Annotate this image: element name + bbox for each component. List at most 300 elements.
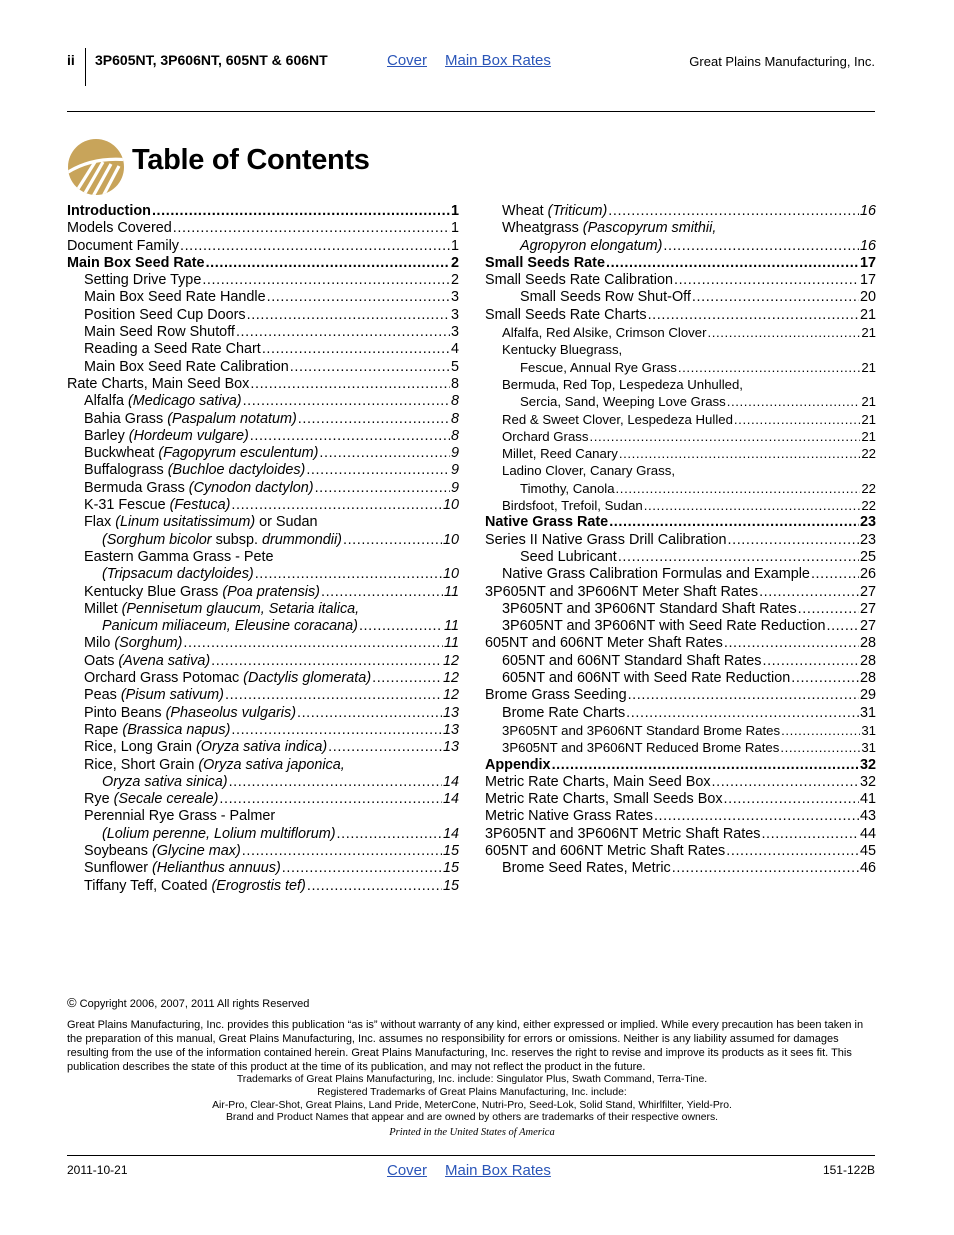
toc-entry-title — [502, 722, 780, 739]
toc-page-number[interactable]: 14 — [442, 773, 459, 790]
toc-entry-title — [84, 601, 359, 617]
toc-entry-scientific-name: (Pisum sativum) — [120, 687, 224, 704]
toc-entry-title — [84, 635, 182, 652]
toc-entry[interactable] — [67, 653, 459, 670]
toc-entry-title — [520, 480, 615, 497]
toc-dot-leader — [674, 272, 859, 289]
toc-entry[interactable] — [485, 324, 876, 341]
toc-dot-leader — [372, 670, 442, 687]
toc-dot-leader — [761, 826, 859, 843]
toc-entry[interactable] — [485, 549, 876, 566]
toc-entry[interactable] — [67, 739, 459, 756]
toc-entry[interactable] — [485, 428, 876, 445]
copyright-block — [67, 995, 877, 1140]
toc-entry-title — [520, 549, 617, 566]
toc-entry[interactable] — [485, 601, 876, 618]
toc-entry-text: Orchard Grass — [502, 428, 589, 444]
toc-page-number[interactable]: 11 — [444, 635, 459, 652]
toc-page-number[interactable]: 9 — [450, 445, 459, 462]
toc-entry[interactable] — [67, 341, 459, 358]
toc-entry[interactable] — [485, 359, 876, 376]
toc-page-number[interactable]: 28 — [859, 670, 876, 687]
toc-dot-leader — [727, 393, 861, 410]
toc-entry-title — [502, 324, 706, 341]
toc-entry-text: 3P605NT and 3P606NT Metric Shaft Rates — [485, 825, 761, 842]
toc-entry-text: Flax — [84, 514, 116, 531]
toc-entry-text: Sunflower — [84, 860, 152, 877]
toc-page-number[interactable]: 12 — [442, 687, 459, 704]
toc-dot-leader — [672, 860, 859, 877]
toc-entry-text: Tiffany Teff, Coated — [84, 877, 212, 894]
toc-page-number[interactable]: 27 — [859, 618, 876, 635]
toc-page-number[interactable]: 13 — [442, 739, 459, 756]
toc-entry[interactable] — [485, 238, 876, 255]
toc-page-number[interactable]: 44 — [859, 825, 876, 842]
toc-dot-leader — [726, 843, 859, 860]
toc-dot-leader — [321, 584, 443, 601]
toc-page-number[interactable]: 16 — [859, 203, 876, 219]
toc-entry[interactable] — [67, 255, 459, 272]
toc-entry[interactable] — [67, 635, 459, 652]
toc-page-number[interactable]: 16 — [859, 237, 876, 254]
toc-entry-text: Fescue, Annual Rye Grass — [520, 359, 677, 375]
toc-entry-scientific-name: (Sorghum bicolor — [102, 531, 212, 548]
toc-entry[interactable] — [67, 376, 459, 393]
toc-page-number[interactable]: 21 — [861, 411, 876, 427]
toc-entry-title — [485, 757, 551, 774]
toc-page-number[interactable]: 43 — [859, 808, 876, 825]
toc-entry-title — [84, 791, 218, 808]
toc-page-number[interactable]: 32 — [859, 756, 876, 773]
toc-entry-title — [84, 843, 241, 860]
toc-entry-title — [502, 497, 643, 514]
toc-entry-title — [485, 826, 760, 843]
toc-page-number[interactable]: 17 — [859, 272, 876, 289]
toc-entry-title — [84, 272, 201, 289]
toc-page-number[interactable]: 9 — [450, 479, 459, 496]
toc-page-number[interactable]: 2 — [450, 272, 459, 289]
toc-entry[interactable] — [67, 497, 459, 514]
toc-dot-leader — [678, 359, 860, 376]
toc-entry[interactable] — [485, 289, 876, 306]
toc-entry-text: K-31 Fescue — [84, 497, 170, 514]
toc-entry-title — [84, 393, 242, 410]
toc-entry[interactable] — [485, 445, 876, 462]
toc-page-number[interactable]: 14 — [442, 825, 459, 842]
toc-entry[interactable] — [67, 307, 459, 324]
toc-entry-heading — [485, 220, 876, 237]
toc-page-number[interactable]: 8 — [450, 375, 459, 392]
toc-entry[interactable] — [67, 791, 459, 808]
toc-entry-text: Wheat — [502, 203, 548, 219]
disclaimer-text: Great Plains Manufacturing, Inc. provides this publication “as is” without warranty of any kind, either expressed or implied. While every precaution has been taken in the preparation of this manual, Great Plains Manufacturing, Inc. assumes no responsibility for errors or omissions. Neither is any liability assumed for damages resulting from the use of the information contained herein. Great Plains Manufacturing, Inc. reserves the right to revise and improve its products as it sees fit. This publication describes the state of this product at the time of its publication, and may not reflect the product in the future. — [67, 1019, 864, 1073]
toc-entry-scientific-name: (Dactylis glomerata) — [243, 670, 372, 687]
toc-page-number[interactable]: 23 — [859, 514, 876, 531]
toc-page-number[interactable]: 17 — [859, 254, 876, 271]
toc-entry-text: Brome Grass Seeding — [485, 687, 627, 704]
toc-page-number[interactable]: 22 — [861, 446, 876, 462]
toc-page-number[interactable]: 1 — [450, 237, 459, 254]
toc-entry-text: Pinto Beans — [84, 704, 166, 721]
toc-entry[interactable] — [485, 860, 876, 877]
toc-entry-text: 3P605NT and 3P606NT Reduced Brome Rates — [502, 740, 780, 756]
toc-entry-title — [502, 445, 618, 462]
toc-entry-text: 3P605NT and 3P606NT Standard Brome Rates — [502, 722, 781, 738]
toc-entry-text: Series II Native Grass Drill Calibration — [485, 531, 727, 548]
toc-page-number[interactable]: 13 — [442, 721, 459, 738]
toc-dot-leader — [692, 289, 859, 306]
toc-page-number[interactable]: 8 — [450, 410, 459, 427]
toc-dot-leader — [609, 514, 859, 531]
toc-page-number[interactable]: 15 — [442, 842, 459, 859]
toc-entry[interactable] — [485, 653, 876, 670]
toc-entry-heading — [485, 462, 876, 479]
toc-dot-leader — [250, 376, 450, 393]
toc-entry-text: Millet — [84, 600, 122, 617]
toc-entry-text: Brome Seed Rates, Metric — [502, 860, 671, 877]
toc-entry-title — [502, 618, 825, 635]
toc-entry-scientific-name: (Sorghum) — [114, 635, 183, 652]
toc-page-number[interactable]: 28 — [859, 652, 876, 669]
toc-entry-title — [520, 238, 662, 255]
page-number: ii — [67, 52, 75, 68]
toc-page-number[interactable]: 5 — [450, 358, 459, 375]
toc-page-number[interactable]: 8 — [450, 393, 459, 410]
copyright-text: Copyright 2006, 2007, 2011 All rights Reserved — [79, 998, 310, 1010]
toc-entry[interactable] — [485, 411, 876, 428]
toc-dot-leader — [712, 774, 859, 791]
toc-page-number[interactable]: 21 — [859, 306, 876, 323]
toc-entry[interactable] — [67, 826, 459, 843]
toc-page-number[interactable]: 23 — [859, 531, 876, 548]
toc-page-number[interactable]: 29 — [859, 687, 876, 704]
toc-entry-text: Rye — [84, 791, 114, 808]
toc-entry[interactable] — [485, 791, 876, 808]
toc-entry[interactable] — [485, 272, 876, 289]
toc-entry[interactable] — [485, 255, 876, 272]
toc-page-number[interactable]: 3 — [450, 289, 459, 306]
toc-entry[interactable] — [485, 393, 876, 410]
toc-page-number[interactable]: 12 — [442, 670, 459, 687]
toc-entry[interactable] — [67, 393, 459, 410]
toc-entry-text: Alfalfa — [84, 393, 128, 410]
toc-entry[interactable] — [485, 843, 876, 860]
registered-trademarks-list: Air-Pro, Clear-Shot, Great Plains, Land Pride, MeterCone, Nutri-Pro, Seed-Lok, Solid Stand, Whirlfilter, Yield-Pro. — [212, 1099, 732, 1111]
toc-dot-leader — [206, 255, 450, 272]
toc-entry[interactable] — [67, 843, 459, 860]
toc-entry[interactable] — [485, 687, 876, 704]
toc-dot-leader — [552, 757, 859, 774]
toc-page-number[interactable]: 45 — [859, 842, 876, 859]
toc-entry-text: Brome Rate Charts — [502, 704, 626, 721]
toc-entry-title — [84, 324, 235, 341]
printed-in-text: Printed in the United States of America — [389, 1127, 555, 1139]
toc-entry[interactable] — [485, 635, 876, 652]
toc-page-number[interactable]: 22 — [861, 480, 876, 496]
toc-dot-leader — [202, 272, 450, 289]
toc-entry[interactable] — [485, 307, 876, 324]
toc-page-number[interactable]: 21 — [861, 359, 876, 375]
toc-dot-leader — [628, 687, 859, 704]
toc-entry-title — [502, 670, 790, 687]
toc-entry-title — [520, 393, 726, 410]
toc-entry-text: Main Box Seed Rate Calibration — [84, 358, 289, 375]
toc-dot-leader — [337, 826, 442, 843]
toc-entry-title — [84, 757, 345, 773]
toc-page-number[interactable]: 3 — [450, 306, 459, 323]
toc-entry-text: Small Seeds Rate Charts — [485, 306, 647, 323]
toc-entry-text: Setting Drive Type — [84, 272, 202, 289]
toc-dot-leader — [247, 307, 450, 324]
toc-entry[interactable] — [67, 411, 459, 428]
toc-entry-title — [502, 411, 733, 428]
toc-entry[interactable] — [67, 705, 459, 722]
toc-entry[interactable] — [67, 428, 459, 445]
toc-page-number[interactable]: 25 — [859, 548, 876, 565]
toc-dot-leader — [231, 722, 442, 739]
toc-dot-leader — [297, 705, 442, 722]
toc-page-number[interactable]: 11 — [444, 618, 459, 635]
toc-entry[interactable] — [485, 566, 876, 583]
toc-page-number[interactable]: 31 — [859, 704, 876, 721]
toc-entry-text: Kentucky Blue Grass — [84, 583, 223, 600]
toc-entry[interactable] — [67, 359, 459, 376]
copyright-symbol: © — [67, 995, 77, 1010]
toc-entry[interactable] — [67, 220, 459, 237]
toc-entry-text: Models Covered — [67, 220, 172, 237]
toc-entry[interactable] — [485, 584, 876, 601]
toc-page-number[interactable]: 14 — [442, 791, 459, 808]
toc-entry-title — [502, 377, 743, 392]
toc-entry[interactable] — [485, 826, 876, 843]
toc-page-number[interactable]: 28 — [859, 635, 876, 652]
toc-entry-text: Sercia, Sand, Weeping Love Grass — [520, 394, 726, 410]
main-box-rates-link[interactable]: Main Box Rates — [445, 52, 551, 69]
toc-entry[interactable] — [67, 324, 459, 341]
toc-dot-leader — [780, 739, 860, 756]
toc-entry-title — [485, 635, 723, 652]
toc-entry-scientific-name: (Oryza sativa indica) — [195, 739, 328, 756]
toc-entry-title — [502, 705, 625, 722]
toc-dot-leader — [759, 584, 859, 601]
toc-dot-leader — [315, 480, 450, 497]
toc-entry-text: Main Seed Row Shutoff — [84, 324, 235, 341]
toc-entry[interactable] — [485, 739, 876, 756]
trademarks-text: Trademarks of Great Plains Manufacturing, Inc. include: Singulator Plus, Swath Command, Terra-Tine. — [236, 1074, 708, 1085]
toc-entry[interactable] — [485, 774, 876, 791]
toc-entry[interactable] — [67, 670, 459, 687]
toc-entry-title — [84, 428, 249, 445]
toc-entry-title — [520, 289, 691, 306]
toc-entry-text: 605NT and 606NT Meter Shaft Rates — [485, 635, 723, 652]
toc-entry[interactable] — [67, 566, 459, 583]
toc-page-number[interactable]: 3 — [450, 324, 459, 341]
footer-doc-number: 151-122B — [822, 1163, 875, 1177]
toc-entry-title — [502, 463, 675, 478]
toc-page-number[interactable]: 26 — [859, 566, 876, 583]
toc-dot-leader — [606, 255, 859, 272]
toc-entry-title — [485, 774, 711, 791]
toc-entry-title — [502, 220, 716, 236]
toc-entry-scientific-name: Agropyron elongatum) — [520, 237, 663, 254]
toc-dot-leader — [616, 480, 861, 497]
great-plains-logo-icon — [67, 138, 125, 196]
toc-entry[interactable] — [67, 480, 459, 497]
toc-entry-scientific-name: (Fagopyrum esculentum) — [158, 445, 319, 462]
toc-page-number[interactable]: 31 — [861, 740, 876, 756]
toc-page-number[interactable]: 2 — [450, 254, 459, 271]
toc-page-number[interactable]: 21 — [861, 428, 876, 444]
toc-entry[interactable] — [67, 774, 459, 791]
toc-entry-scientific-name: (Linum usitatissimum) — [115, 514, 256, 531]
toc-entry[interactable] — [67, 722, 459, 739]
toc-entry[interactable] — [67, 238, 459, 255]
toc-entry[interactable] — [67, 860, 459, 877]
toc-entry[interactable] — [67, 289, 459, 306]
footer-rule — [67, 1155, 875, 1156]
toc-entry[interactable] — [67, 532, 459, 549]
toc-entry-scientific-name: (Triticum) — [547, 203, 608, 219]
toc-page-number[interactable]: 22 — [861, 498, 876, 514]
toc-page-number[interactable]: 4 — [450, 341, 459, 358]
toc-page-number[interactable]: 10 — [442, 566, 459, 583]
toc-dot-leader — [180, 238, 450, 255]
toc-entry-title — [502, 428, 588, 445]
toc-page-number[interactable]: 9 — [450, 462, 459, 479]
toc-page-number[interactable]: 1 — [450, 203, 459, 219]
company-name: Great Plains Manufacturing, Inc. — [689, 54, 875, 69]
toc-page-number[interactable]: 20 — [859, 289, 876, 306]
toc-entry-title — [84, 341, 261, 358]
toc-entry-title — [102, 774, 228, 791]
toc-page-number[interactable]: 13 — [442, 704, 459, 721]
toc-dot-leader — [267, 289, 450, 306]
toc-page-number[interactable]: 8 — [450, 427, 459, 444]
page-header — [67, 48, 875, 88]
cover-link[interactable]: Cover — [387, 52, 428, 69]
toc-entry-heading — [485, 341, 876, 358]
toc-entry[interactable] — [485, 618, 876, 635]
toc-entry-text: Buckwheat — [84, 445, 159, 462]
toc-entry-text: Native Grass Rate — [485, 514, 609, 531]
toc-entry-title — [84, 462, 305, 479]
toc-entry[interactable] — [67, 618, 459, 635]
toc-entry-scientific-name: (Secale cereale) — [113, 791, 219, 808]
toc-page-number[interactable]: 31 — [861, 722, 876, 738]
toc-page-number[interactable]: 27 — [859, 583, 876, 600]
toc-entry-title — [485, 272, 673, 289]
toc-entry[interactable] — [67, 687, 459, 704]
toc-page-number[interactable]: 21 — [861, 325, 876, 341]
toc-entry[interactable] — [485, 670, 876, 687]
toc-entry-title — [102, 618, 358, 635]
toc-entry-text: Perennial Rye Grass - Palmer — [84, 808, 276, 825]
toc-page-number[interactable]: 10 — [442, 497, 459, 514]
toc-entry-title — [84, 514, 318, 530]
toc-entry-text: Metric Native Grass Rates — [485, 808, 653, 825]
toc-dot-leader — [250, 428, 450, 445]
toc-entry-title — [84, 411, 297, 428]
toc-entry[interactable] — [485, 480, 876, 497]
toc-entry[interactable] — [67, 203, 459, 220]
toc-entry[interactable] — [67, 445, 459, 462]
toc-dot-leader — [826, 618, 859, 635]
toc-entry-text: 605NT and 606NT with Seed Rate Reduction — [502, 670, 791, 687]
toc-entry[interactable] — [485, 514, 876, 531]
toc-entry-text: Wheatgrass — [502, 220, 583, 237]
toc-dot-leader — [654, 808, 859, 825]
toc-dot-leader — [728, 532, 859, 549]
footer-date: 2011-10-21 — [67, 1163, 128, 1177]
toc-entry-title — [502, 203, 607, 220]
toc-entry-text: Seed Lubricant — [520, 548, 617, 565]
toc-entry-scientific-name: (Glycine max) — [152, 842, 241, 859]
toc-entry[interactable] — [485, 203, 876, 220]
toc-dot-leader — [298, 411, 450, 428]
toc-entry-text: Ladino Clover, Canary Grass, — [502, 463, 675, 479]
toc-entry-text: Appendix — [485, 756, 551, 773]
toc-dot-leader — [236, 324, 450, 341]
toc-dot-leader — [589, 428, 860, 445]
toc-entry-text-after: subsp. — [211, 531, 262, 548]
toc-entry-heading — [67, 549, 459, 566]
toc-dot-leader — [781, 722, 860, 739]
toc-entry-title — [84, 307, 246, 324]
toc-entry-title — [502, 739, 779, 756]
toc-entry-title — [485, 843, 725, 860]
toc-entry-title — [84, 705, 296, 722]
toc-entry[interactable] — [485, 757, 876, 774]
toc-page-number[interactable]: 1 — [450, 220, 459, 237]
toc-dot-leader — [707, 324, 860, 341]
toc-page-number[interactable]: 15 — [442, 860, 459, 877]
toc-entry-title — [84, 739, 327, 756]
toc-page-number[interactable]: 15 — [442, 877, 459, 894]
toc-page-number[interactable]: 41 — [859, 791, 876, 808]
toc-page-number[interactable]: 46 — [859, 860, 876, 877]
toc-entry[interactable] — [485, 497, 876, 514]
toc-page-number[interactable]: 32 — [859, 773, 876, 790]
toc-entry-scientific-name: (Helianthus annuus) — [152, 860, 281, 877]
toc-entry[interactable] — [67, 462, 459, 479]
toc-entry[interactable] — [485, 808, 876, 825]
toc-entry-text: Bermuda, Red Top, Lespedeza Unhulled, — [502, 376, 743, 392]
toc-entry[interactable] — [67, 272, 459, 289]
footer-main-box-rates-link[interactable]: Main Box Rates — [445, 1162, 551, 1179]
toc-page-number[interactable]: 21 — [861, 394, 876, 410]
toc-entry-heading — [67, 601, 459, 618]
toc-dot-leader — [762, 653, 859, 670]
toc-entry-text: Small Seeds Rate — [485, 254, 605, 271]
toc-dot-leader — [262, 341, 450, 358]
toc-page-number[interactable]: 12 — [442, 652, 459, 669]
toc-page-number[interactable]: 27 — [859, 600, 876, 617]
toc-page-number[interactable]: 11 — [444, 583, 459, 600]
toc-entry[interactable] — [485, 532, 876, 549]
toc-entry[interactable] — [485, 705, 876, 722]
toc-entry[interactable] — [67, 878, 459, 895]
toc-entry-text: Red & Sweet Clover, Lespedeza Hulled — [502, 411, 733, 427]
toc-entry-text: Bahia Grass — [84, 410, 168, 427]
toc-entry[interactable] — [67, 584, 459, 601]
toc-dot-leader — [242, 843, 442, 860]
toc-page-number[interactable]: 10 — [442, 531, 459, 548]
footer-cover-link[interactable]: Cover — [387, 1162, 428, 1179]
toc-entry-scientific-name: (Paspalum notatum) — [167, 410, 297, 427]
toc-entry-text: Document Family — [67, 237, 179, 254]
toc-dot-leader — [798, 601, 859, 618]
toc-entry[interactable] — [485, 722, 876, 739]
